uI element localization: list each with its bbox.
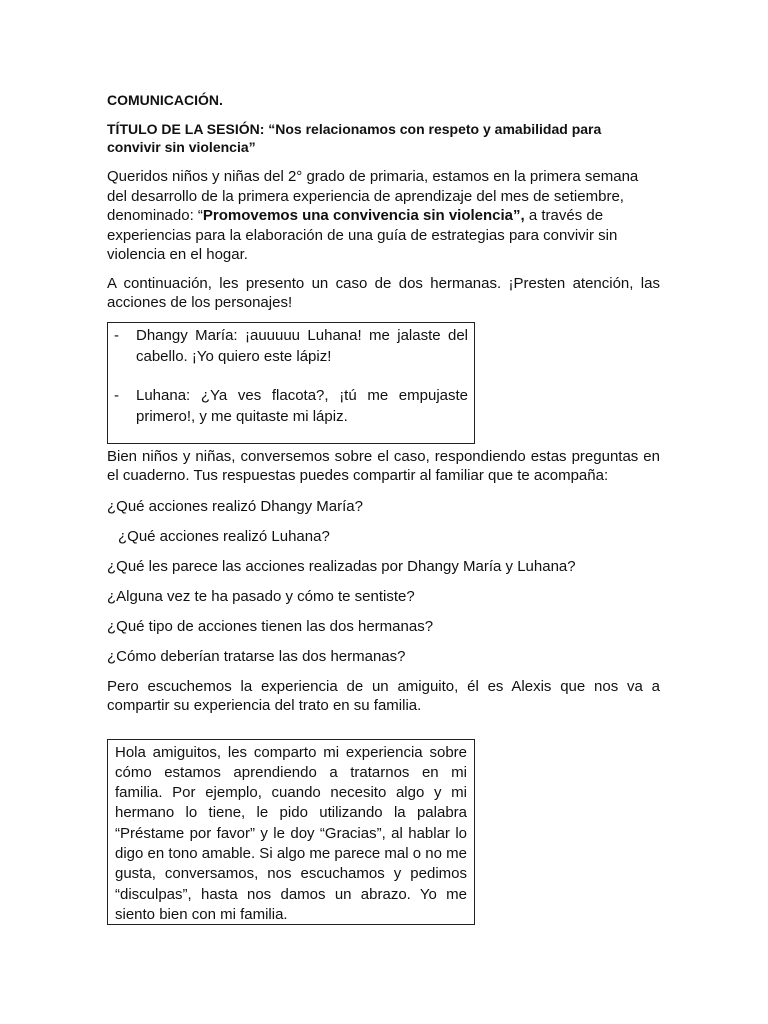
dialog-box xyxy=(107,322,475,444)
question-item: ¿Qué les parece las acciones realizadas por Dhangy María y Luhana? xyxy=(107,557,576,575)
instructions-paragraph: Bien niños y niñas, conversemos sobre el caso, respondiendo estas preguntas en el cuaderno. Tus respuestas puedes compartir al familiar que te acompaña: xyxy=(107,447,660,484)
question-item: ¿Qué tipo de acciones tienen las dos hermanas? xyxy=(107,617,434,635)
question-item: ¿Qué acciones realizó Luhana? xyxy=(118,527,330,545)
case-intro-paragraph: A continuación, les presento un caso de dos hermanas. ¡Presten atención, las acciones de los personajes! xyxy=(107,274,660,311)
dialog-line xyxy=(114,325,468,367)
dialog-text-luhana: Luhana: ¿Ya ves flacota?, ¡tú me empujaste primero!, y me quitaste mi lápiz. xyxy=(136,386,468,425)
question-item: ¿Qué acciones realizó Dhangy María? xyxy=(107,497,363,515)
intro-paragraph xyxy=(107,167,655,265)
intro-text-end: a través de experiencias para la elaboración de una guía de estrategias para convivir sin violencia en el hogar. xyxy=(107,207,618,263)
dialog-dash: - xyxy=(114,326,119,344)
story-box: Hola amiguitos, les comparto mi experiencia sobre cómo estamos aprendiendo a tratarnos en mi familia. Por ejemplo, cuando necesito algo y mi hermano lo tiene, le pido utilizando la palabra “Préstame por favor” y le doy “Gracias”, al hablar lo digo en tono amable. Si algo me parece mal o no me gusta, conversamos, nos escuchamos y pedimos “disculpas”, hasta nos damos un abrazo. Yo me siento bien con mi familia. xyxy=(107,739,475,925)
question-item: ¿Cómo deberían tratarse las dos hermanas? xyxy=(107,647,406,665)
subject-heading: COMUNICACIÓN. xyxy=(107,92,223,108)
intro-text-start: Queridos niños y niñas del 2° grado de primaria, estamos en la primera semana del desarrollo de la primera experiencia de aprendizaje del mes de setiembre, denominado: “ xyxy=(107,168,639,224)
session-title-text: “Nos relacionamos con respeto y amabilidad para convivir sin violencia” xyxy=(107,121,602,155)
dialog-text-dhangy: Dhangy María: ¡auuuuu Luhana! me jalaste del cabello. ¡Yo quiero este lápiz! xyxy=(136,326,468,365)
dialog-dash: - xyxy=(114,386,119,404)
session-title xyxy=(107,120,647,156)
document-page xyxy=(107,90,660,925)
question-item: ¿Alguna vez te ha pasado y cómo te sentiste? xyxy=(107,587,415,605)
intro-experience-name: Promovemos una convivencia sin violencia”, xyxy=(202,207,525,224)
friend-intro-paragraph: Pero escuchemos la experiencia de un amiguito, él es Alexis que nos va a compartir su experiencia del trato en su familia. xyxy=(107,677,660,714)
dialog-line xyxy=(114,385,468,427)
session-title-label: TÍTULO DE LA SESIÓN: xyxy=(107,121,265,137)
